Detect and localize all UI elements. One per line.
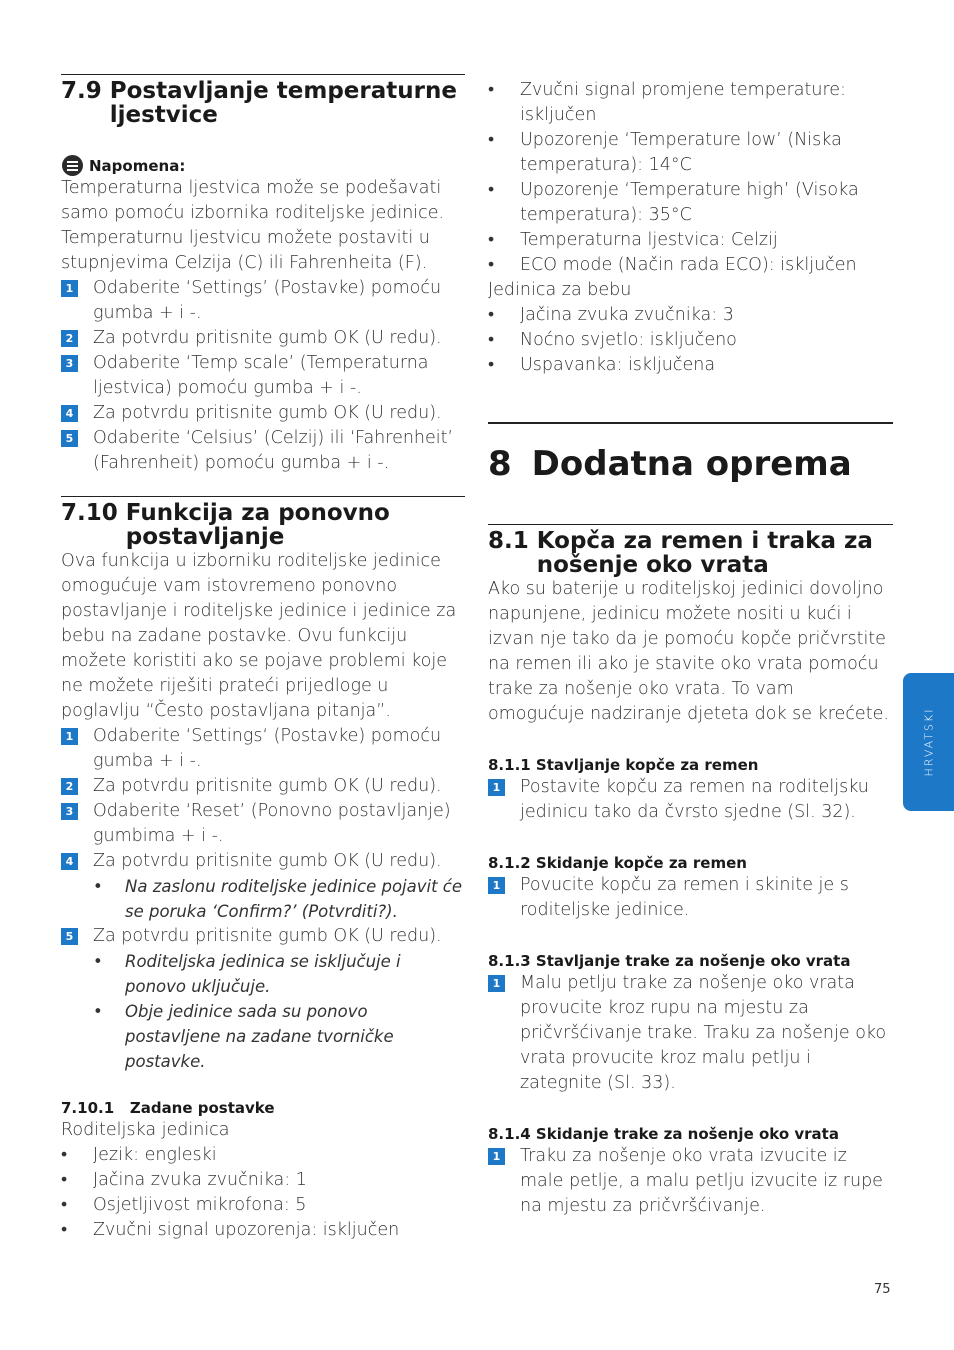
chapter-heading <box>488 424 893 484</box>
step-item <box>488 971 893 1096</box>
note-header <box>61 155 465 176</box>
bullet-item <box>488 128 893 178</box>
bullet-item <box>61 1143 465 1168</box>
step-number-badge: 4 <box>61 405 78 422</box>
step-text: Odaberite ‘Celsius’ (Celzij) ili ‘Fahrenheit’ (Fahrenheit) pomoću gumba + i -. <box>93 428 454 473</box>
step-number-badge: 2 <box>61 778 78 795</box>
step-item <box>61 351 465 401</box>
defaults-list <box>61 1143 465 1243</box>
bullet-item <box>488 178 893 228</box>
bullet-item <box>488 328 893 353</box>
note-label: Napomena: <box>89 156 186 175</box>
note-icon <box>62 155 83 176</box>
step-text: Odaberite ‘Settings‘ (Postavke) pomoću gumba + i -. <box>93 726 442 771</box>
bullet-dot: • <box>488 230 495 250</box>
bullet-text: Jačina zvuka zvučnika: 3 <box>520 305 734 325</box>
step-text: Povucite kopču za remen i skinite je s roditeljske jedinice. <box>520 875 849 920</box>
steps-list <box>488 1144 893 1219</box>
subsection-heading: 8.1.1 Stavljanje kopče za remen <box>488 756 759 774</box>
subsection-heading: 8.1.3 Stavljanje trake za nošenje oko vrata <box>488 952 851 970</box>
step-text: Za potvrdu pritisnite gumb OK (U redu). <box>93 328 442 348</box>
bullet-text: Upozorenje ‘Temperature low’ (Niska temperatura): 14°C <box>520 130 842 175</box>
bullet-dot: • <box>61 1145 68 1165</box>
bullet-dot: • <box>93 1002 103 1021</box>
bullet-text: Na zaslonu roditeljske jedinice pojavit će se poruka ‘Confirm?’ (Potvrditi?). <box>125 877 463 921</box>
bullet-text: Jačina zvuka zvučnika: 1 <box>93 1170 307 1190</box>
bullet-dot: • <box>488 80 495 100</box>
left-column <box>61 74 465 1243</box>
bullet-dot: • <box>488 255 495 275</box>
subsection-heading <box>61 1098 465 1118</box>
bullet-item <box>488 303 893 328</box>
step-item <box>488 873 893 923</box>
steps-list <box>488 971 893 1096</box>
step-item <box>61 276 465 326</box>
section-heading-8-1 <box>488 525 893 577</box>
step-number-badge: 3 <box>61 355 78 372</box>
language-side-tab <box>903 673 954 811</box>
step-item <box>61 326 465 351</box>
bullet-text: Upozorenje ‘Temperature high’ (Visoka temperatura): 35°C <box>520 180 859 225</box>
step-number-badge: 1 <box>61 728 78 745</box>
step-number-badge: 1 <box>488 975 505 992</box>
bullet-text: Temperaturna ljestvica: Celzij <box>520 230 778 250</box>
bullet-item <box>488 228 893 253</box>
step-item <box>488 775 893 825</box>
right-column <box>488 78 893 1219</box>
bullet-text: Uspavanka: isključena <box>520 355 716 375</box>
section-number: 7.10 <box>61 500 118 526</box>
bullet-dot: • <box>488 355 495 375</box>
step-number-badge: 1 <box>488 779 505 796</box>
step-number-badge: 1 <box>61 280 78 297</box>
bullet-dot: • <box>488 130 495 150</box>
step-item <box>61 724 465 774</box>
step-number-badge: 5 <box>61 430 78 447</box>
bullet-item <box>488 253 893 278</box>
section-title: Funkcija za ponovno postavljanje <box>125 500 390 550</box>
step-number-badge: 1 <box>488 1148 505 1165</box>
bullet-dot: • <box>61 1220 68 1240</box>
step-text: Za potvrdu pritisnite gumb OK (U redu). <box>93 926 442 946</box>
steps-list <box>488 873 893 923</box>
step-item <box>61 799 465 849</box>
step-text: Odaberite ‘Settings’ (Postavke) pomoću gumba + i -. <box>93 278 442 323</box>
step-bullets <box>61 949 465 1074</box>
section-title: Postavljanje temperaturne ljestvice <box>109 78 457 128</box>
step-text: Za potvrdu pritisnite gumb OK (U redu). <box>93 851 442 871</box>
steps-list <box>61 276 465 476</box>
step-item <box>61 426 465 476</box>
step-item <box>488 1144 893 1219</box>
bullet-item <box>61 1218 465 1243</box>
step-item <box>61 774 465 799</box>
steps-list <box>61 724 465 874</box>
subsection-heading: 8.1.2 Skidanje kopče za remen <box>488 854 747 872</box>
bullet-dot: • <box>488 330 495 350</box>
bullet-text: Obje jedinice sada su ponovo postavljene na zadane tvorničke postavke. <box>125 1002 394 1071</box>
bullet-item <box>61 1193 465 1218</box>
step-item <box>61 924 465 949</box>
step-text: Traku za nošenje oko vrata izvucite iz male petlje, a malu petlju izvucite iz rupe na mjestu za pričvršćivanje. <box>520 1146 883 1216</box>
baby-unit-label: Jedinica za bebu <box>488 280 632 300</box>
step-text: Postavite kopču za remen na roditeljsku jedinicu tako da čvrsto sjedne (Sl. 32). <box>520 777 869 822</box>
bullet-text: Zvučni signal upozorenja: isključen <box>93 1220 400 1240</box>
step-number-badge: 4 <box>61 853 78 870</box>
step-text: Malu petlju trake za nošenje oko vrata provucite kroz rupu na mjestu za pričvršćivanje trake. Traku za nošenje oko vrata provucite kroz malu petlju i zategnite (Sl. 33). <box>520 973 887 1093</box>
step-text: Odaberite ‘Reset’ (Ponovno postavljanje) gumbima + i -. <box>93 801 451 846</box>
bullet-text: Zvučni signal promjene temperature: isključen <box>520 80 846 125</box>
bullet-item <box>488 78 893 128</box>
defaults-list-continued <box>488 78 893 278</box>
step-text: Za potvrdu pritisnite gumb OK (U redu). <box>93 776 442 796</box>
defaults-label: Roditeljska jedinica <box>61 1120 230 1140</box>
step-number-badge: 3 <box>61 803 78 820</box>
step-text: Za potvrdu pritisnite gumb OK (U redu). <box>93 403 442 423</box>
section-body: Ako su baterije u roditeljskoj jedinici dovoljno napunjene, jedinicu možete nositi u kući i izvan nje tako da je pomoću kopče pričvrstite na remen ili ako je stavite oko vrata pomoću trake za nošenje oko vrata. To vam omogućuje nadziranje djeteta dok se krećete. <box>488 579 889 724</box>
steps-list <box>488 775 893 825</box>
note-paragraph: Temperaturna ljestvica može se podešavati samo pomoću izbornika roditeljske jedinice. <box>61 178 445 223</box>
bullet-dot: • <box>93 952 103 971</box>
section-number: 8.1 <box>488 528 529 554</box>
bullet-dot: • <box>488 180 495 200</box>
step-bullets <box>61 874 465 924</box>
bullet-dot: • <box>93 877 103 896</box>
note-paragraph: Temperaturnu ljestvicu možete postaviti u stupnjevima Celzija (C) ili Fahrenheita (F). <box>61 228 430 273</box>
bullet-dot: • <box>488 305 495 325</box>
bullet-text: Noćno svjetlo: isključeno <box>520 330 737 350</box>
bullet-dot: • <box>61 1195 68 1215</box>
step-text: Odaberite ‘Temp scale’ (Temperaturna ljestvica) pomoću gumba + i -. <box>93 353 429 398</box>
baby-defaults-list <box>488 303 893 378</box>
bullet-text: Osjetljivost mikrofona: 5 <box>93 1195 307 1215</box>
step-item <box>61 401 465 426</box>
bullet-item <box>61 999 465 1074</box>
bullet-item <box>61 874 465 924</box>
page-number: 75 <box>874 1282 891 1297</box>
section-number: 7.9 <box>61 78 102 104</box>
step-number-badge: 5 <box>61 928 78 945</box>
bullet-dot: • <box>61 1170 68 1190</box>
bullet-text: ECO mode (Način rada ECO): isključen <box>520 255 857 275</box>
subsection-heading: 8.1.4 Skidanje trake za nošenje oko vrata <box>488 1125 839 1143</box>
step-number-badge: 2 <box>61 330 78 347</box>
step-item <box>61 849 465 874</box>
bullet-text: Roditeljska jedinica se isključuje i ponovo uključuje. <box>125 952 401 996</box>
bullet-text: Jezik: engleski <box>93 1145 217 1165</box>
bullet-item <box>61 1168 465 1193</box>
section-title: Kopča za remen i traka za nošenje oko vrata <box>536 528 873 578</box>
chapter-number: 8 <box>488 444 512 484</box>
steps-list <box>61 924 465 949</box>
section-heading-7-10 <box>61 497 465 549</box>
bullet-item <box>488 353 893 378</box>
language-label: HRVATSKI <box>922 707 935 777</box>
section-heading-7-9 <box>61 75 465 127</box>
step-number-badge: 1 <box>488 877 505 894</box>
subsection-title: Zadane postavke <box>129 1099 275 1117</box>
bullet-item <box>61 949 465 999</box>
chapter-title: Dodatna oprema <box>531 444 852 484</box>
subsection-number: 7.10.1 <box>61 1099 115 1117</box>
section-body: Ova funkcija u izborniku roditeljske jedinice omogućuje vam istovremeno ponovno postavljanje i roditeljske jedinice i jedinice za bebu na zadane postavke. Ovu funkciju možete koristiti ako se pojave problemi koje ne možete riješiti prateći prijedloge u poglavlju “Često postavljana pitanja”. <box>61 551 457 721</box>
